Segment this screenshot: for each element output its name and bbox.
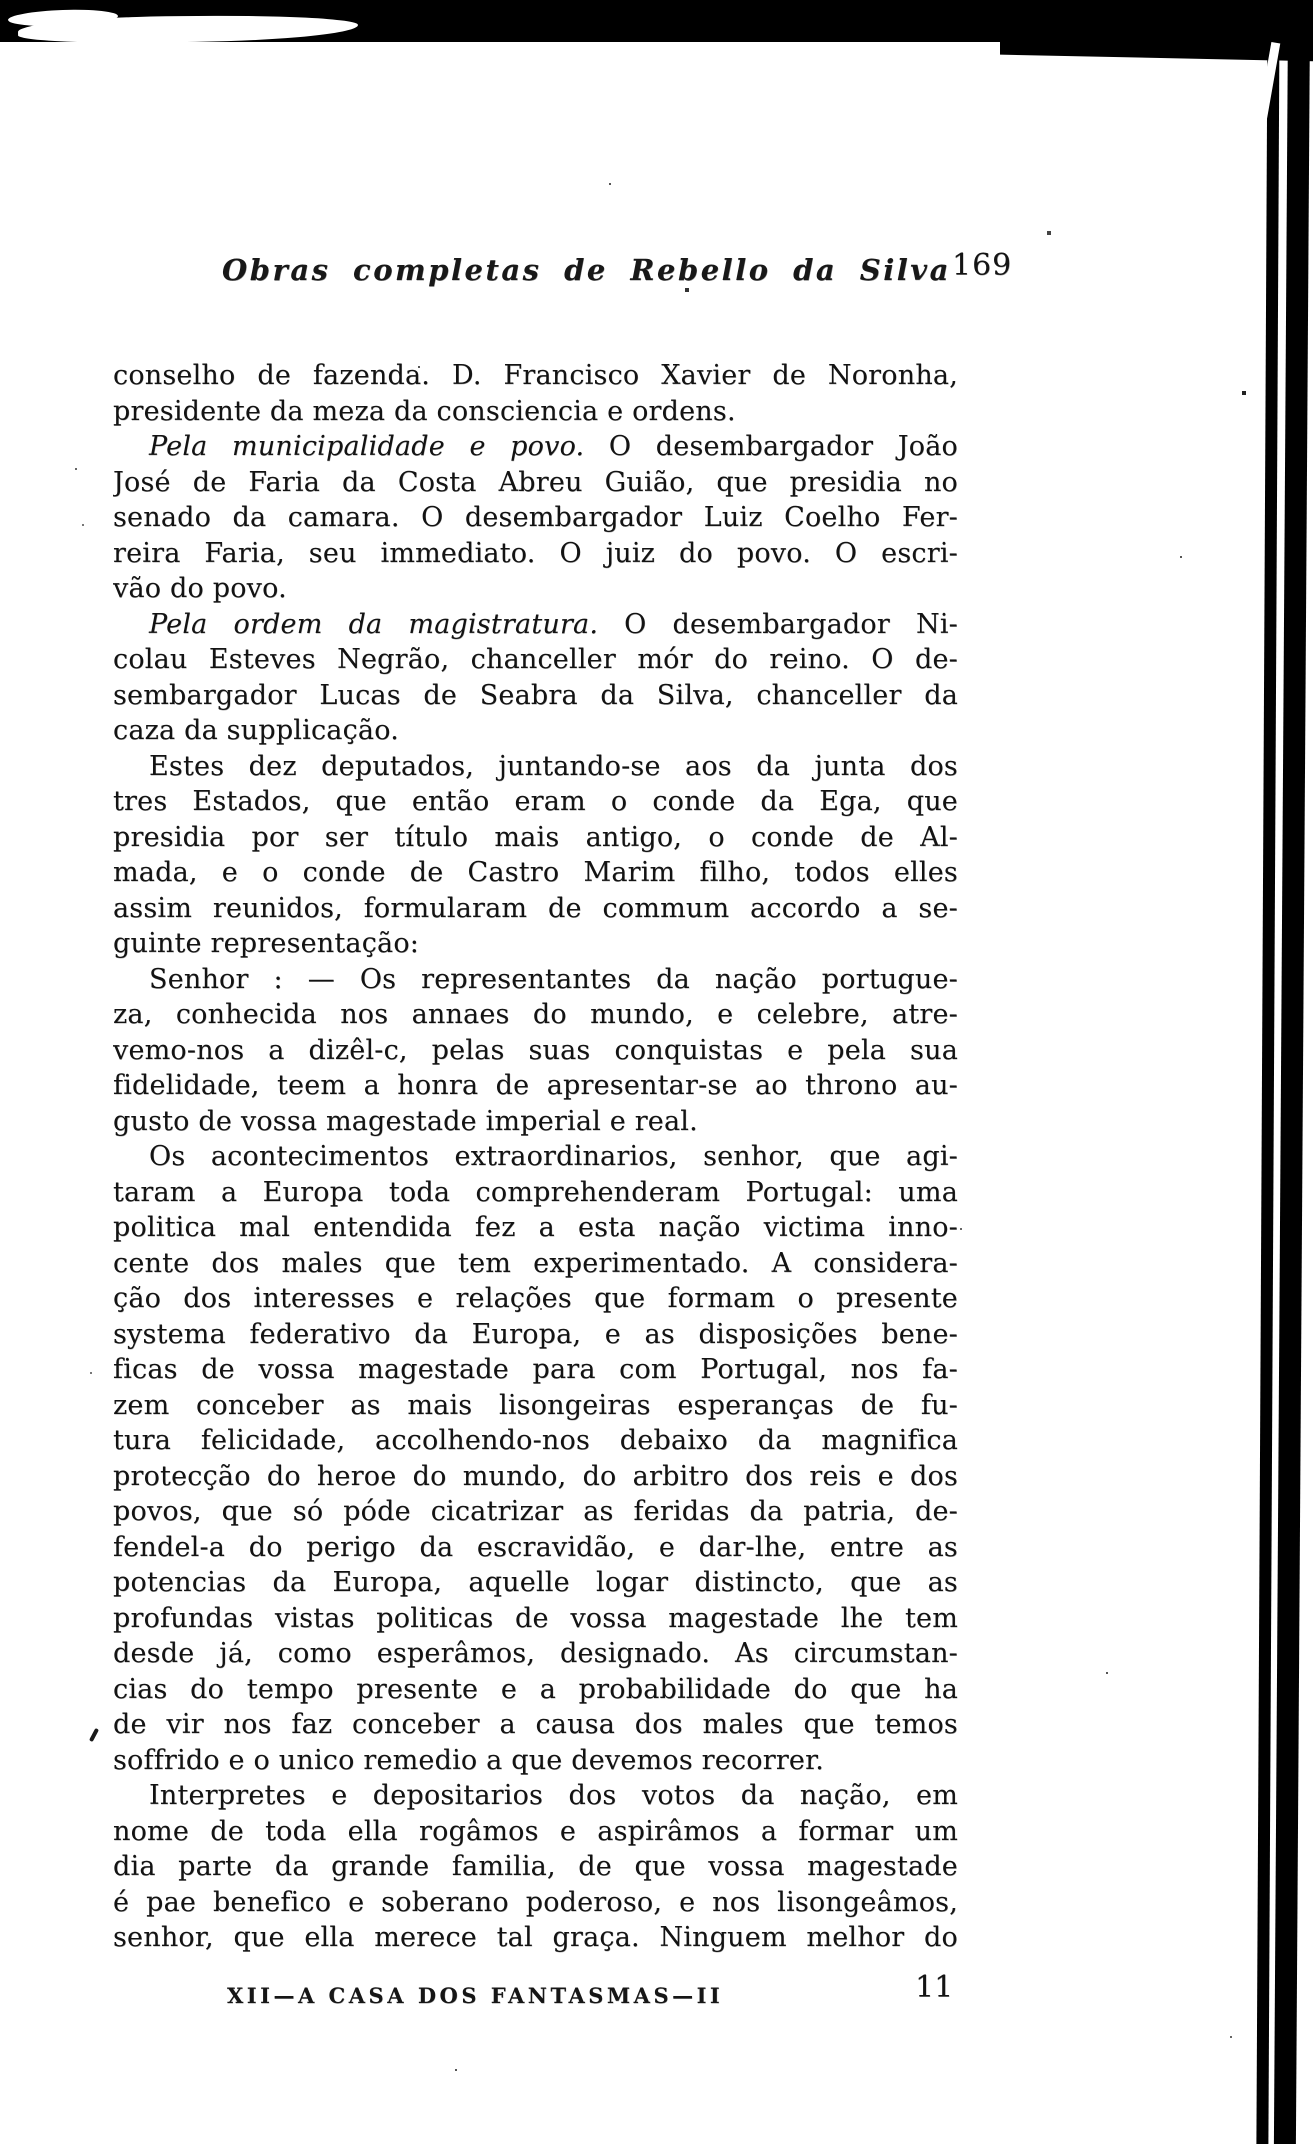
text-line bbox=[113, 1423, 958, 1459]
text-segment: vemo-nos a dizêl-c, pelas suas conquistas e pela sua bbox=[113, 1034, 958, 1066]
text-line bbox=[113, 1104, 958, 1140]
text-line bbox=[113, 1565, 958, 1601]
text-segment: senhor, que ella merece tal graça. Ninguem melhor do bbox=[113, 1922, 958, 1953]
text-line bbox=[113, 1849, 958, 1885]
text-line bbox=[113, 962, 958, 998]
text-line bbox=[113, 1388, 958, 1424]
text-line bbox=[113, 1033, 958, 1069]
text-segment: tura felicidade, accolhendo-nos debaixo da magnifica bbox=[113, 1425, 958, 1456]
text-segment: cias do tempo presente e a probabilidade do que ha bbox=[113, 1673, 958, 1705]
text-line bbox=[113, 465, 958, 501]
text-segment: O desembargador Ni- bbox=[598, 608, 958, 640]
scan-artifact-ink-mark bbox=[89, 1728, 99, 1742]
text-line bbox=[113, 1814, 958, 1850]
text-segment-italic: Pela municipalidade e povo. bbox=[149, 431, 585, 462]
text-line bbox=[113, 1281, 958, 1317]
text-segment: profundas vistas politicas de vossa magestade lhe tem bbox=[113, 1602, 958, 1634]
text-line bbox=[113, 1494, 958, 1530]
text-segment: desde já, como esperâmos, designado. As circumstan- bbox=[113, 1638, 958, 1669]
text-line bbox=[113, 607, 958, 643]
text-line bbox=[113, 536, 958, 572]
text-line bbox=[113, 571, 958, 607]
text-line bbox=[113, 1601, 958, 1637]
text-line bbox=[113, 997, 958, 1033]
text-segment: O desembargador João bbox=[584, 431, 958, 462]
scan-artifact-gutter-bar-outer bbox=[1274, 0, 1310, 2144]
footer-signature: XII—A CASA DOS FANTASMAS—II bbox=[227, 1983, 724, 2008]
text-line bbox=[113, 678, 958, 714]
text-line bbox=[113, 1068, 958, 1104]
text-segment: caza da supplicação. bbox=[113, 715, 399, 746]
text-segment: de vir nos faz conceber a causa dos males que temos bbox=[113, 1709, 958, 1740]
text-segment: dia parte da grande familia, de que vossa magestade bbox=[113, 1851, 958, 1882]
text-segment: Senhor : — Os representantes da nação portugue- bbox=[149, 963, 958, 995]
text-line bbox=[113, 358, 958, 394]
text-segment: José de Faria da Costa Abreu Guião, que presidia no bbox=[113, 466, 958, 498]
text-segment: potencias da Europa, aquelle logar distincto, que as bbox=[113, 1567, 958, 1598]
text-line bbox=[113, 820, 958, 856]
text-line bbox=[113, 1530, 958, 1566]
text-line bbox=[113, 1672, 958, 1708]
text-segment: soffrido e o unico remedio a que devemos recorrer. bbox=[113, 1744, 825, 1776]
scan-artifact-speckles bbox=[0, 0, 2, 2]
text-segment: povos, que só póde cicatrizar as feridas da patria, de- bbox=[113, 1496, 958, 1527]
text-segment: protecção do heroe do mundo, do arbitro dos reis e dos bbox=[113, 1460, 958, 1492]
text-line bbox=[113, 784, 958, 820]
text-segment: conselho de fazenda. D. Francisco Xavier de Noronha, bbox=[113, 360, 958, 391]
text-line bbox=[113, 1139, 958, 1175]
text-segment: vão do povo. bbox=[113, 573, 287, 604]
text-segment: fidelidade, teem a honra de apresentar-se ao throno au- bbox=[113, 1070, 958, 1101]
text-segment: cente dos males que tem experimentado. A considera- bbox=[113, 1247, 958, 1279]
text-segment: é pae benefico e soberano poderoso, e nos lisongeâmos, bbox=[113, 1886, 958, 1918]
text-segment: politica mal entendida fez a esta nação victima inno- bbox=[113, 1212, 958, 1243]
text-line bbox=[113, 1920, 958, 1956]
text-line bbox=[113, 1317, 958, 1353]
text-segment: ficas de vossa magestade para com Portugal, nos fa- bbox=[113, 1354, 958, 1385]
text-line bbox=[113, 1885, 958, 1921]
text-line bbox=[113, 926, 958, 962]
text-segment: Estes dez deputados, juntando-se aos da junta dos bbox=[149, 750, 958, 782]
text-segment: za, conhecida nos annaes do mundo, e celebre, atre- bbox=[113, 999, 958, 1030]
text-segment: fendel-a do perigo da escravidão, e dar-lhe, entre as bbox=[113, 1531, 958, 1563]
text-line bbox=[113, 891, 958, 927]
text-segment: Interpretes e depositarios dos votos da nação, em bbox=[149, 1780, 958, 1811]
text-segment: mada, e o conde de Castro Marim filho, todos elles bbox=[113, 857, 958, 888]
text-line bbox=[113, 713, 958, 749]
text-line bbox=[113, 394, 958, 430]
scan-artifact-top-right-edge bbox=[1000, 0, 1313, 61]
text-line bbox=[113, 1352, 958, 1388]
text-line bbox=[113, 749, 958, 785]
page-number-top: 169 bbox=[952, 248, 1013, 283]
text-segment: guinte representação: bbox=[113, 928, 420, 959]
text-segment: systema federativo da Europa, e as disposições bene- bbox=[113, 1318, 958, 1350]
text-segment: tres Estados, que então eram o conde da Ega, que bbox=[113, 786, 958, 817]
page-number-bottom: 11 bbox=[915, 1970, 954, 2005]
text-line bbox=[113, 1743, 958, 1779]
text-segment: presidia por ser título mais antigo, o conde de Al- bbox=[113, 821, 958, 853]
text-segment: assim reunidos, formularam de commum accordo a se- bbox=[113, 892, 958, 924]
text-line bbox=[113, 642, 958, 678]
text-line bbox=[113, 1210, 958, 1246]
text-segment: sembargador Lucas de Seabra da Silva, chanceller da bbox=[113, 679, 958, 711]
text-line bbox=[113, 1636, 958, 1672]
text-segment-italic: Pela ordem da magistratura. bbox=[149, 608, 599, 640]
text-line bbox=[113, 1707, 958, 1743]
text-line bbox=[113, 1778, 958, 1814]
text-segment: ção dos interesses e relações que formam o presente bbox=[113, 1283, 958, 1314]
text-segment: taram a Europa toda comprehenderam Portugal: uma bbox=[113, 1176, 958, 1208]
text-line bbox=[113, 1246, 958, 1282]
text-segment: zem conceber as mais lisongeiras esperanças de fu- bbox=[113, 1389, 958, 1421]
running-header-title: Obras completas de Rebello da Silva bbox=[222, 253, 951, 287]
text-line bbox=[113, 855, 958, 891]
text-segment: reira Faria, seu immediato. O juiz do povo. O escri- bbox=[113, 537, 958, 569]
text-line bbox=[113, 1175, 958, 1211]
text-segment: nome de toda ella rogâmos e aspirâmos a formar um bbox=[113, 1815, 958, 1847]
text-segment: gusto de vossa magestade imperial e real. bbox=[113, 1105, 698, 1137]
text-line bbox=[113, 500, 958, 536]
text-segment: presidente da meza da consciencia e ordens. bbox=[113, 395, 736, 427]
text-line bbox=[113, 429, 958, 465]
text-segment: colau Esteves Negrão, chanceller mór do reino. O de- bbox=[113, 644, 958, 675]
text-line bbox=[113, 1459, 958, 1495]
body-text-column bbox=[113, 358, 958, 1956]
text-segment: Os acontecimentos extraordinarios, senhor, que agi- bbox=[149, 1141, 958, 1172]
text-segment: senado da camara. O desembargador Luiz Coelho Fer- bbox=[113, 502, 958, 533]
